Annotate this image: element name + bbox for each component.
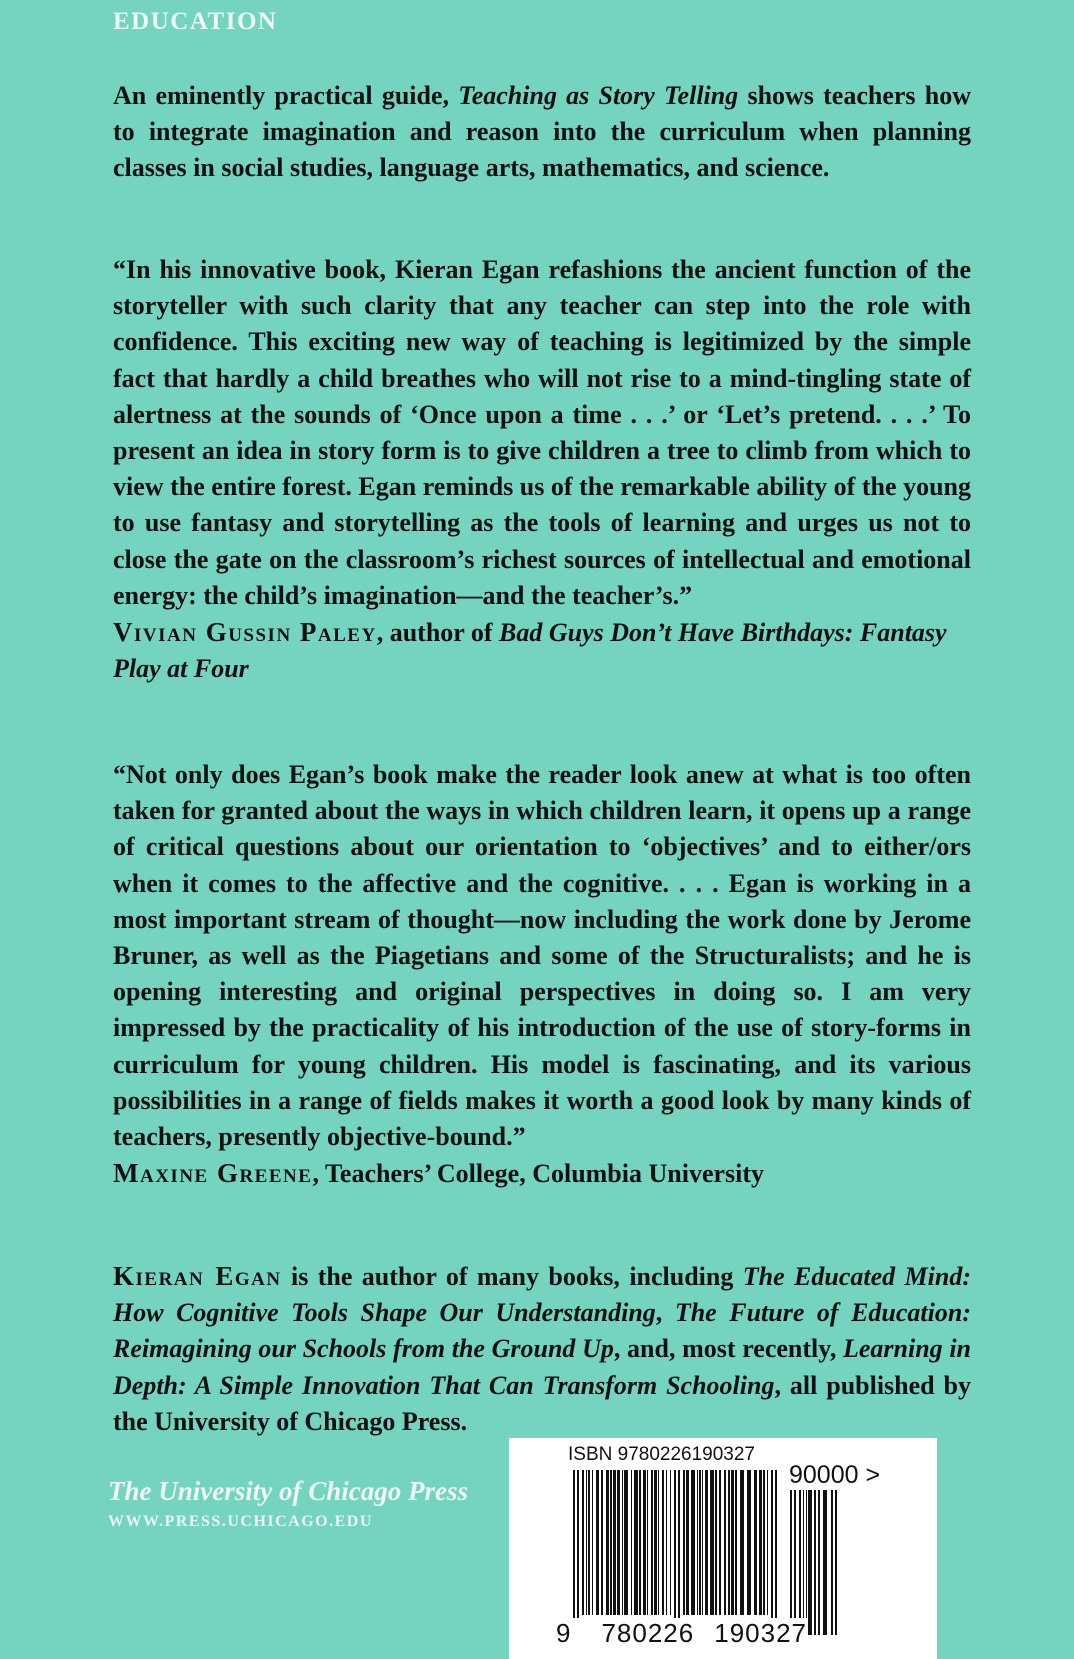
barcode-digits: 9 780226 190327	[556, 1618, 807, 1648]
book-title: Teaching as Story Telling	[458, 81, 739, 110]
publisher-name: The University of Chicago Press	[108, 1476, 468, 1506]
blurb-author: Vivian Gussin Paley	[113, 617, 377, 648]
book-educated-mind: The Educated Mind: How Cognitive Tools Shape Our Understanding	[113, 1262, 971, 1328]
blurb-attribution: Vivian Gussin Paley, author of Bad Guys Don’t Have Birthdays: Fantasy Play at Four	[113, 617, 947, 684]
category-label: EDUCATION	[113, 8, 278, 35]
bio-author: Kieran Egan	[113, 1261, 282, 1291]
blurb-attribution: Maxine Greene, Teachers’ College, Columbia University	[113, 1158, 765, 1189]
book-future-of-education: The Future of Education: Reimagining our Schools from the Ground Up	[113, 1298, 972, 1364]
isbn-label: ISBN 9780226190327	[568, 1444, 755, 1465]
blurb-author: Maxine Greene	[113, 1158, 313, 1189]
blurb-text: “In his innovative book, Kieran Egan refashions the ancient function of the storyteller with such clarity that any teacher can step into the role with confidence. This exciting new way of teaching is legitimized by the simple fact that hardly a child breathes who will not rise to a mind-tingling state of alertness at the sounds of ‘Once upon a time . . .’ or ‘Let’s pretend. . . .’ To present an idea in story form is to give children a tree to climb from which to view the entire forest. Egan reminds us of the remarkable ability of the young to use fantasy and storytelling as the tools of learning and urges us not to close the gate on the classroom’s richest sources of intellectual and emotional energy: the child’s imagination—and the teacher’s.”	[113, 255, 971, 610]
author-bio: Kieran Egan is the author of many books, including The Educated Mind: How Cognitive Tools Shape Our Understanding, The Future of Education: Reimagining our Schools from the Ground Up, and, most recently, Learning in Depth: A Simple Innovation That Can Transform Schooling, all published by the University of Chicago Press.	[113, 1261, 972, 1436]
cited-work: Bad Guys Don’t Have Birthdays: Fantasy Play at Four	[113, 618, 947, 684]
blurb-text: “Not only does Egan’s book make the reader look anew at what is too often taken for granted about the ways in which children learn, it opens up a range of critical questions about our orientation to ‘objectives’ and to either/ors when it comes to the affective and the cognitive. . . . Egan is working in a most important stream of thought—now including the work done by Jerome Bruner, as well as the Piagetians and some of the Structuralists; and he is opening interesting and original perspectives in doing so. I am very impressed by the practicality of his introduction of the use of story-forms in curriculum for young children. His model is fascinating, and its various possibilities in a range of fields makes it worth a good look by many kinds of teachers, presently objective-bound.”	[113, 760, 971, 1152]
price-code: 90000 >	[789, 1461, 881, 1489]
publisher-url: WWW.PRESS.UCHICAGO.EDU	[108, 1513, 373, 1530]
book-learning-in-depth: Learning in Depth: A Simple Innovation That Can Transform Schooling	[113, 1334, 972, 1400]
intro-paragraph: An eminently practical guide, Teaching as Story Telling shows teachers how to integrate imagination and reason into the curriculum when planning classes in social studies, language arts, mathematics, and science.	[113, 81, 971, 183]
